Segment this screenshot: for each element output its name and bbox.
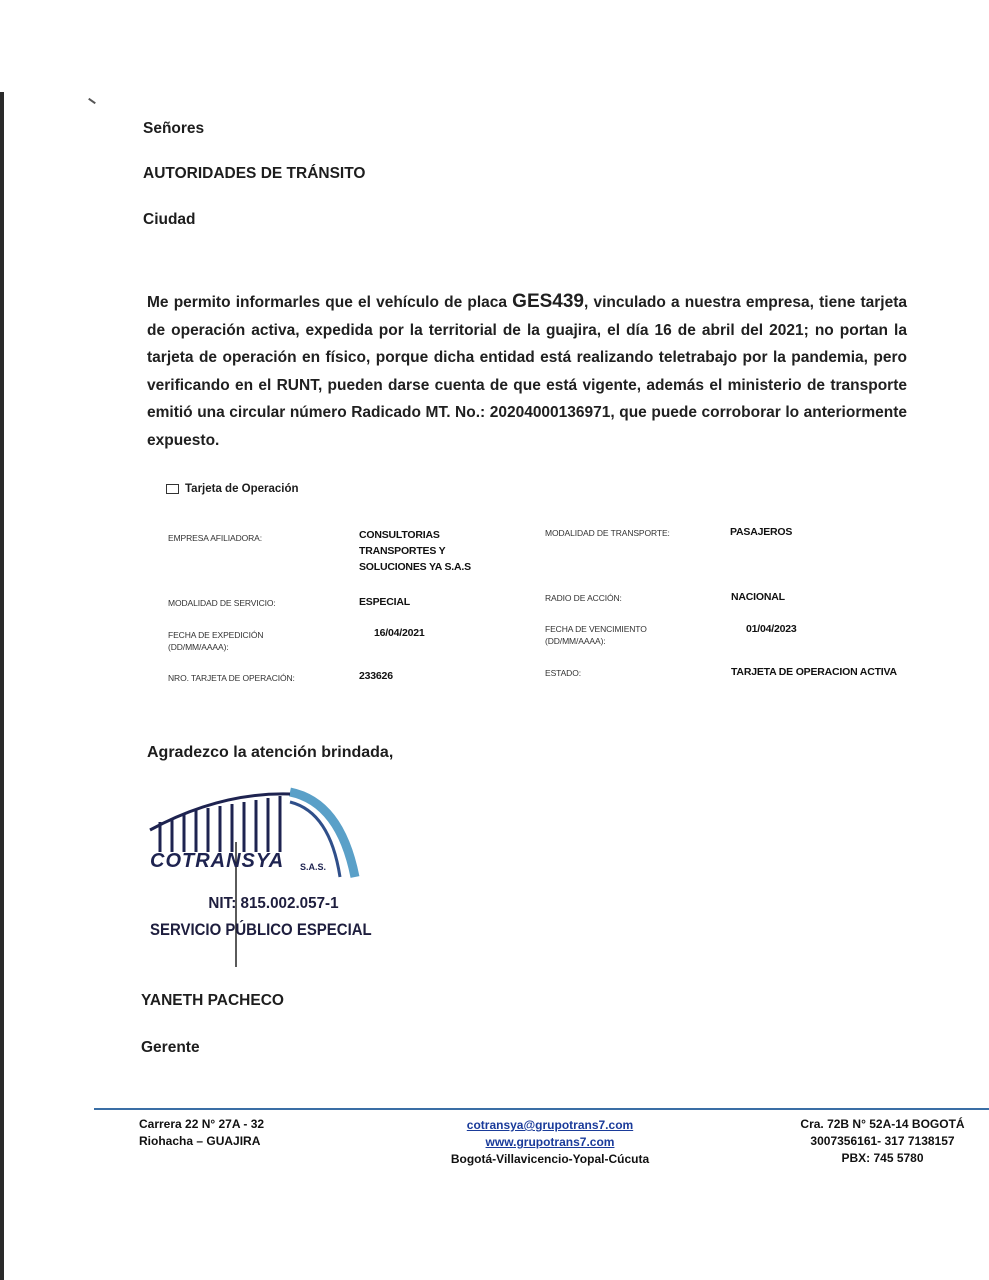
estado-value: TARJETA DE OPERACION ACTIVA	[731, 666, 897, 678]
footer-address: Carrera 22 N° 27A - 32	[139, 1117, 265, 1131]
letter-body	[147, 288, 907, 454]
body-before-plate: Me permito informarles que el vehículo de placa	[147, 294, 513, 311]
footer-bogota-address: Cra. 72B N° 52A-14 BOGOTÁ	[800, 1117, 965, 1131]
page-edge	[0, 92, 4, 1280]
stamp-bridge-lines	[160, 796, 280, 852]
stamp-sas: S.A.S.	[300, 862, 327, 872]
empresa-label: EMPRESA AFILIADORA:	[168, 533, 262, 543]
footer-left	[139, 1116, 264, 1150]
footer-email-link[interactable]: cotransya@grupotrans7.com	[466, 1118, 634, 1132]
vehicle-plate: GES439	[512, 291, 584, 312]
scan-mark	[88, 98, 96, 104]
footer-divider	[94, 1108, 989, 1110]
fecha-vencimiento-label: FECHA DE VENCIMIENTO (DD/MM/AAAA):	[545, 624, 647, 646]
nro-tarjeta-value: 233626	[359, 670, 393, 682]
footer-cities: Bogotá-Villavicencio-Yopal-Cúcuta	[450, 1152, 650, 1166]
card-title	[166, 483, 299, 495]
footer-city: Riohacha – GUAJIRA	[139, 1134, 261, 1148]
modalidad-transporte-value: PASAJEROS	[730, 526, 793, 538]
body-after-plate: , vinculado a nuestra empresa, tiene tarjeta de operación activa, expedida por la territorial de la guajira, el día 16 de abril del 2021; no portan la tarjeta de operación en físico, porque dicha entidad está realizando teletrabajo por la pandemia, pero verificando en el RUNT, pueden darse cuenta de que está vigente, además el ministerio de transporte emitió una circular número Radicado MT. No.: 20204000136971, que puede corroborar lo anteriormente expuesto.	[147, 294, 908, 449]
nro-tarjeta-label: NRO. TARJETA DE OPERACIÓN:	[168, 673, 295, 683]
footer-center	[425, 1117, 675, 1168]
closing-line: Agradezco la atención brindada,	[147, 744, 394, 761]
modalidad-servicio-value: ESPECIAL	[359, 596, 410, 608]
stamp-service: SERVICIO PÚBLICO ESPECIAL	[150, 920, 372, 939]
signer-title: Gerente	[141, 1039, 200, 1056]
radio-value: NACIONAL	[731, 591, 785, 603]
modalidad-servicio-label: MODALIDAD DE SERVICIO:	[168, 598, 276, 608]
stamp-nit: NIT: 815.002.057-1	[208, 895, 339, 912]
fecha-expedicion-value: 16/04/2021	[374, 627, 425, 639]
salutation: Señores	[143, 120, 205, 137]
stamp-brand: COTRANSYA	[150, 850, 285, 872]
card-title-text: Tarjeta de Operación	[185, 483, 299, 495]
footer-web-link[interactable]: www.grupotrans7.com	[485, 1135, 615, 1149]
company-stamp-graphic	[140, 782, 370, 972]
recipient: AUTORIDADES DE TRÁNSITO	[143, 165, 366, 182]
card-icon	[166, 484, 179, 494]
fecha-expedicion-label: FECHA DE EXPEDICIÓN (DD/MM/AAAA):	[168, 630, 264, 652]
signer-name: YANETH PACHECO	[141, 992, 284, 1009]
footer-right	[780, 1116, 985, 1167]
radio-label: RADIO DE ACCIÓN:	[545, 593, 622, 603]
city: Ciudad	[143, 211, 196, 228]
estado-label: ESTADO:	[545, 668, 581, 678]
footer-phones: 3007356161- 317 7138157	[810, 1134, 955, 1148]
modalidad-transporte-label: MODALIDAD DE TRANSPORTE:	[545, 528, 670, 538]
fecha-vencimiento-value: 01/04/2023	[746, 623, 797, 635]
empresa-value: CONSULTORIAS TRANSPORTES Y SOLUCIONES YA S.A.S	[359, 529, 471, 573]
footer-pbx: PBX: 745 5780	[841, 1151, 924, 1165]
